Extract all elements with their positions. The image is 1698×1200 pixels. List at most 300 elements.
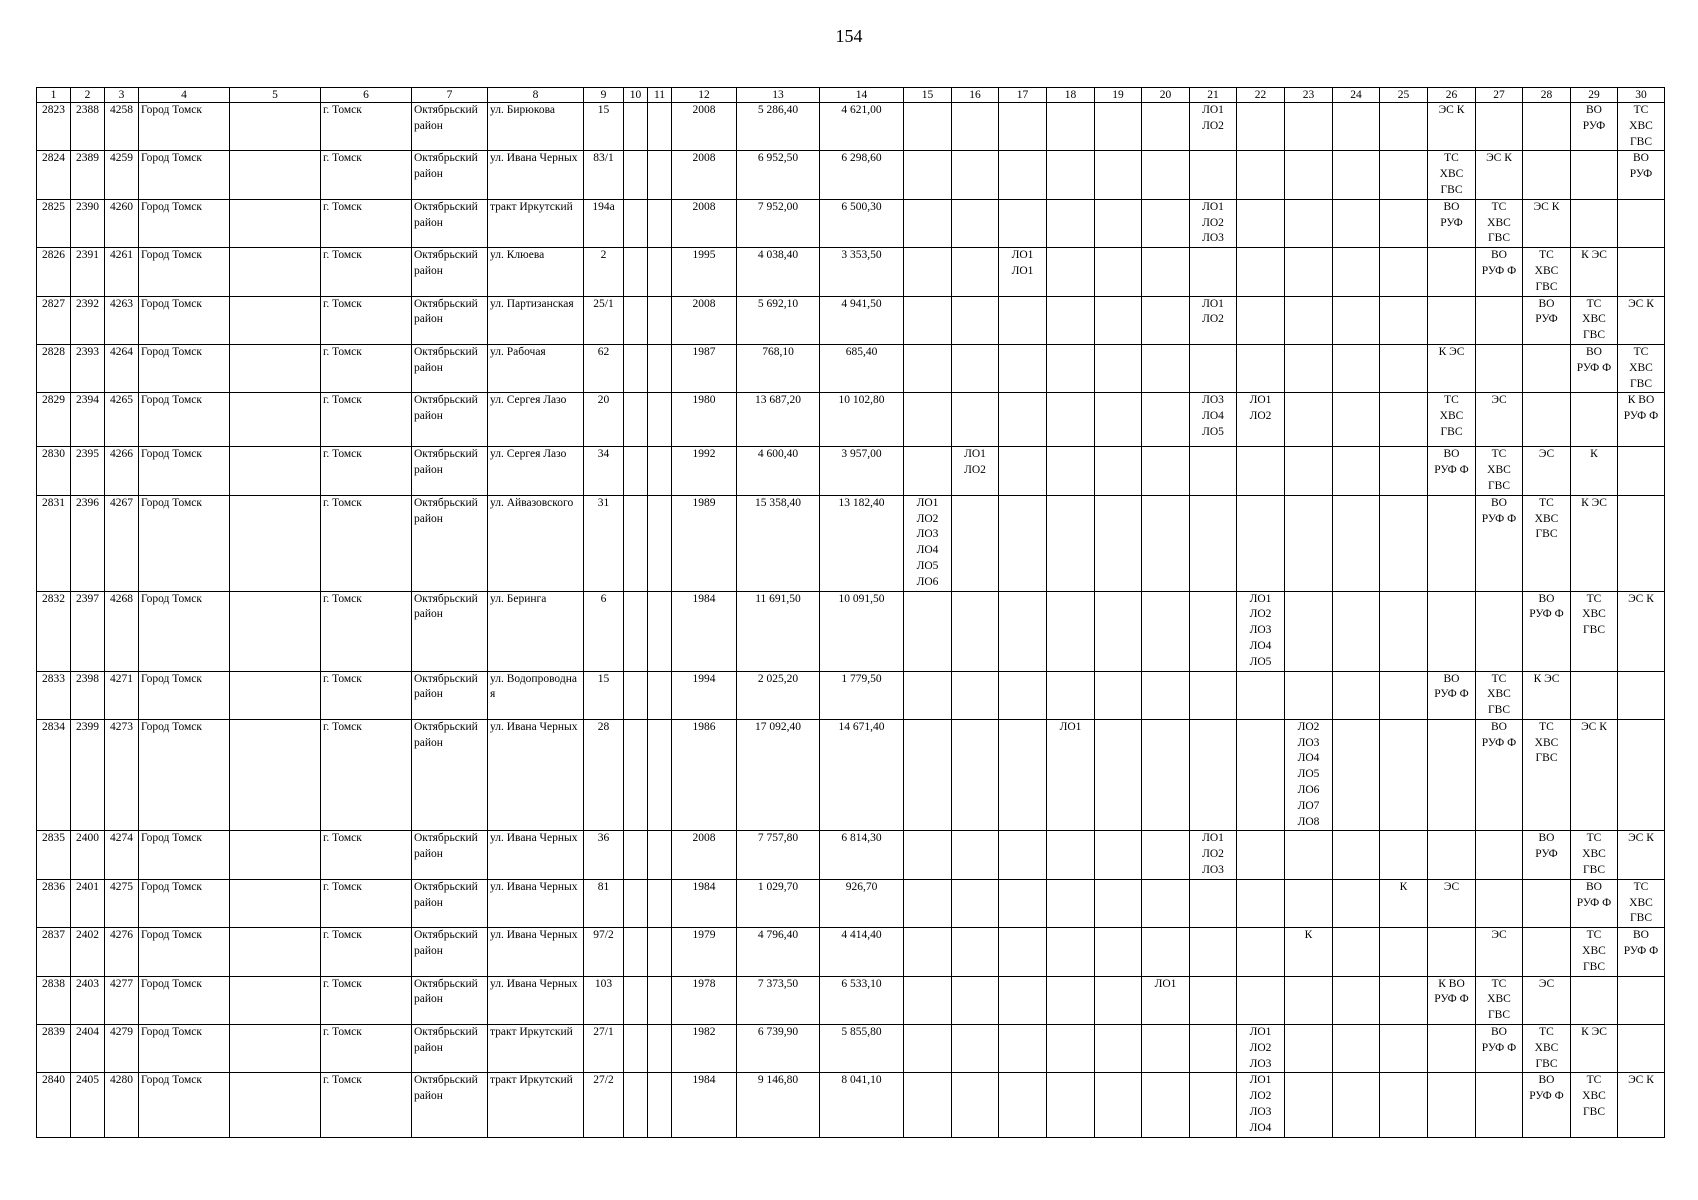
table-cell-col-15 bbox=[904, 344, 952, 392]
table-cell-col-19 bbox=[1095, 928, 1142, 976]
table-row bbox=[37, 831, 1665, 879]
table-cell-col-21 bbox=[1190, 976, 1237, 1024]
table-cell-col-29 bbox=[1571, 199, 1618, 247]
column-header-12: 12 bbox=[672, 88, 737, 103]
table-cell-col-14: 685,40 bbox=[820, 344, 904, 392]
table-cell-col-21 bbox=[1190, 447, 1237, 495]
column-header-1: 1 bbox=[37, 88, 71, 103]
table-cell-col-7: Октябрьский район bbox=[412, 344, 488, 392]
table-cell-col-23 bbox=[1285, 296, 1333, 344]
table-cell-col-13: 5 692,10 bbox=[737, 296, 820, 344]
table-cell-col-10 bbox=[624, 976, 648, 1024]
table-cell-col-12: 2008 bbox=[672, 831, 737, 879]
table-cell-col-18 bbox=[1047, 591, 1095, 671]
table-cell-col-21 bbox=[1190, 495, 1237, 591]
table-cell-col-23 bbox=[1285, 199, 1333, 247]
table-cell-col-28: ТС ХВС ГВС bbox=[1523, 719, 1571, 831]
table-cell-col-8: ул. Ивана Черных bbox=[488, 151, 584, 199]
table-cell-col-18 bbox=[1047, 831, 1095, 879]
table-cell-col-21: ЛО1 ЛО2 ЛО3 bbox=[1190, 831, 1237, 879]
table-cell-col-7: Октябрьский район bbox=[412, 928, 488, 976]
table-cell-col-5 bbox=[230, 199, 321, 247]
table-cell-col-6: г. Томск bbox=[321, 495, 412, 591]
table-cell-col-14: 3 957,00 bbox=[820, 447, 904, 495]
table-cell-col-27: ТС ХВС ГВС bbox=[1476, 199, 1523, 247]
table-cell-col-12: 1979 bbox=[672, 928, 737, 976]
table-cell-col-17 bbox=[999, 719, 1047, 831]
table-cell-col-25 bbox=[1380, 103, 1428, 151]
table-cell-col-25 bbox=[1380, 1073, 1428, 1137]
table-cell-col-6: г. Томск bbox=[321, 671, 412, 719]
table-cell-col-23 bbox=[1285, 591, 1333, 671]
table-cell-col-15 bbox=[904, 1073, 952, 1137]
table-cell-col-5 bbox=[230, 976, 321, 1024]
table-cell-col-13: 4 796,40 bbox=[737, 928, 820, 976]
table-cell-col-3: 4276 bbox=[105, 928, 139, 976]
column-header-6: 6 bbox=[321, 88, 412, 103]
table-cell-col-10 bbox=[624, 199, 648, 247]
table-row bbox=[37, 447, 1665, 495]
table-cell-col-2: 2398 bbox=[71, 671, 105, 719]
table-cell-col-12: 1989 bbox=[672, 495, 737, 591]
table-row bbox=[37, 344, 1665, 392]
table-cell-col-19 bbox=[1095, 831, 1142, 879]
table-cell-col-1: 2834 bbox=[37, 719, 71, 831]
table-cell-col-26 bbox=[1428, 719, 1476, 831]
column-header-16: 16 bbox=[952, 88, 999, 103]
table-cell-col-25: К bbox=[1380, 879, 1428, 927]
table-cell-col-14: 4 621,00 bbox=[820, 103, 904, 151]
table-cell-col-19 bbox=[1095, 976, 1142, 1024]
table-cell-col-28: ЭС bbox=[1523, 976, 1571, 1024]
table-cell-col-30: ЭС К bbox=[1618, 1073, 1665, 1137]
table-cell-col-24 bbox=[1333, 393, 1380, 447]
table-cell-col-24 bbox=[1333, 1025, 1380, 1073]
table-row bbox=[37, 248, 1665, 296]
table-cell-col-15 bbox=[904, 671, 952, 719]
table-cell-col-9: 34 bbox=[584, 447, 624, 495]
table-cell-col-28: ВО РУФ bbox=[1523, 296, 1571, 344]
table-cell-col-17 bbox=[999, 591, 1047, 671]
table-row bbox=[37, 199, 1665, 247]
table-cell-col-27 bbox=[1476, 1073, 1523, 1137]
table-cell-col-16 bbox=[952, 495, 999, 591]
table-cell-col-1: 2824 bbox=[37, 151, 71, 199]
table-cell-col-26: ТС ХВС ГВС bbox=[1428, 151, 1476, 199]
table-cell-col-18 bbox=[1047, 344, 1095, 392]
table-cell-col-14: 4 941,50 bbox=[820, 296, 904, 344]
table-cell-col-18 bbox=[1047, 296, 1095, 344]
table-cell-col-8: ул. Рабочая bbox=[488, 344, 584, 392]
table-row bbox=[37, 103, 1665, 151]
table-cell-col-16 bbox=[952, 1025, 999, 1073]
table-cell-col-11 bbox=[648, 719, 672, 831]
table-cell-col-24 bbox=[1333, 671, 1380, 719]
table-cell-col-11 bbox=[648, 393, 672, 447]
table-cell-col-16 bbox=[952, 248, 999, 296]
table-cell-col-6: г. Томск bbox=[321, 296, 412, 344]
table-cell-col-9: 25/1 bbox=[584, 296, 624, 344]
table-cell-col-28 bbox=[1523, 928, 1571, 976]
table-cell-col-15: ЛО1 ЛО2 ЛО3 ЛО4 ЛО5 ЛО6 bbox=[904, 495, 952, 591]
table-cell-col-2: 2400 bbox=[71, 831, 105, 879]
column-header-23: 23 bbox=[1285, 88, 1333, 103]
table-cell-col-22 bbox=[1237, 248, 1285, 296]
table-cell-col-13: 17 092,40 bbox=[737, 719, 820, 831]
table-cell-col-30 bbox=[1618, 248, 1665, 296]
column-header-3: 3 bbox=[105, 88, 139, 103]
table-cell-col-20 bbox=[1142, 103, 1190, 151]
table-cell-col-8: тракт Иркутский bbox=[488, 1073, 584, 1137]
table-cell-col-2: 2388 bbox=[71, 103, 105, 151]
table-cell-col-10 bbox=[624, 719, 648, 831]
table-cell-col-25 bbox=[1380, 976, 1428, 1024]
table-cell-col-10 bbox=[624, 879, 648, 927]
table-cell-col-1: 2838 bbox=[37, 976, 71, 1024]
table-cell-col-16 bbox=[952, 151, 999, 199]
table-cell-col-13: 6 952,50 bbox=[737, 151, 820, 199]
table-cell-col-3: 4259 bbox=[105, 151, 139, 199]
table-cell-col-24 bbox=[1333, 591, 1380, 671]
table-cell-col-28 bbox=[1523, 151, 1571, 199]
table-cell-col-12: 1994 bbox=[672, 671, 737, 719]
table-cell-col-21: ЛО1 ЛО2 bbox=[1190, 103, 1237, 151]
table-cell-col-27 bbox=[1476, 831, 1523, 879]
table-cell-col-1: 2840 bbox=[37, 1073, 71, 1137]
table-cell-col-10 bbox=[624, 393, 648, 447]
table-cell-col-1: 2832 bbox=[37, 591, 71, 671]
column-header-29: 29 bbox=[1571, 88, 1618, 103]
table-cell-col-3: 4263 bbox=[105, 296, 139, 344]
table-cell-col-9: 2 bbox=[584, 248, 624, 296]
table-cell-col-15 bbox=[904, 393, 952, 447]
table-cell-col-30 bbox=[1618, 719, 1665, 831]
table-cell-col-5 bbox=[230, 719, 321, 831]
table-cell-col-21 bbox=[1190, 719, 1237, 831]
table-cell-col-14: 14 671,40 bbox=[820, 719, 904, 831]
table-cell-col-30: ЭС К bbox=[1618, 591, 1665, 671]
table-cell-col-3: 4266 bbox=[105, 447, 139, 495]
table-cell-col-20 bbox=[1142, 296, 1190, 344]
table-cell-col-13: 6 739,90 bbox=[737, 1025, 820, 1073]
table-cell-col-3: 4279 bbox=[105, 1025, 139, 1073]
table-cell-col-30: ВО РУФ bbox=[1618, 151, 1665, 199]
table-cell-col-2: 2395 bbox=[71, 447, 105, 495]
table-cell-col-4: Город Томск bbox=[139, 447, 230, 495]
table-cell-col-21 bbox=[1190, 671, 1237, 719]
table-cell-col-20 bbox=[1142, 831, 1190, 879]
table-cell-col-13: 4 038,40 bbox=[737, 248, 820, 296]
table-cell-col-22 bbox=[1237, 447, 1285, 495]
table-cell-col-21 bbox=[1190, 344, 1237, 392]
table-cell-col-13: 7 373,50 bbox=[737, 976, 820, 1024]
table-cell-col-10 bbox=[624, 1025, 648, 1073]
table-cell-col-23 bbox=[1285, 879, 1333, 927]
table-cell-col-21 bbox=[1190, 151, 1237, 199]
table-cell-col-25 bbox=[1380, 248, 1428, 296]
table-cell-col-22 bbox=[1237, 879, 1285, 927]
table-cell-col-11 bbox=[648, 447, 672, 495]
table-cell-col-5 bbox=[230, 151, 321, 199]
table-cell-col-10 bbox=[624, 1073, 648, 1137]
table-cell-col-17 bbox=[999, 495, 1047, 591]
table-cell-col-14: 1 779,50 bbox=[820, 671, 904, 719]
table-cell-col-15 bbox=[904, 831, 952, 879]
table-cell-col-8: ул. Клюева bbox=[488, 248, 584, 296]
table-cell-col-8: ул. Бирюкова bbox=[488, 103, 584, 151]
table-row bbox=[37, 393, 1665, 447]
table-cell-col-11 bbox=[648, 1073, 672, 1137]
table-cell-col-15 bbox=[904, 199, 952, 247]
table-cell-col-5 bbox=[230, 248, 321, 296]
table-cell-col-19 bbox=[1095, 591, 1142, 671]
table-cell-col-3: 4264 bbox=[105, 344, 139, 392]
table-cell-col-30: ТС ХВС ГВС bbox=[1618, 103, 1665, 151]
table-cell-col-22 bbox=[1237, 928, 1285, 976]
table-cell-col-11 bbox=[648, 831, 672, 879]
table-cell-col-17 bbox=[999, 831, 1047, 879]
table-cell-col-7: Октябрьский район bbox=[412, 151, 488, 199]
table-cell-col-2: 2393 bbox=[71, 344, 105, 392]
table-cell-col-3: 4271 bbox=[105, 671, 139, 719]
table-cell-col-10 bbox=[624, 831, 648, 879]
table-cell-col-29: К ЭС bbox=[1571, 248, 1618, 296]
table-cell-col-21 bbox=[1190, 1073, 1237, 1137]
table-cell-col-2: 2399 bbox=[71, 719, 105, 831]
table-cell-col-29 bbox=[1571, 393, 1618, 447]
table-cell-col-15 bbox=[904, 976, 952, 1024]
table-cell-col-28 bbox=[1523, 879, 1571, 927]
table-cell-col-26 bbox=[1428, 831, 1476, 879]
table-cell-col-25 bbox=[1380, 1025, 1428, 1073]
table-cell-col-1: 2828 bbox=[37, 344, 71, 392]
table-cell-col-25 bbox=[1380, 928, 1428, 976]
table-cell-col-14: 4 414,40 bbox=[820, 928, 904, 976]
table-cell-col-29: ТС ХВС ГВС bbox=[1571, 1073, 1618, 1137]
table-cell-col-6: г. Томск bbox=[321, 591, 412, 671]
table-cell-col-10 bbox=[624, 248, 648, 296]
table-cell-col-12: 1995 bbox=[672, 248, 737, 296]
table-cell-col-15 bbox=[904, 103, 952, 151]
table-cell-col-23 bbox=[1285, 393, 1333, 447]
table-cell-col-20 bbox=[1142, 591, 1190, 671]
table-cell-col-9: 28 bbox=[584, 719, 624, 831]
table-cell-col-2: 2403 bbox=[71, 976, 105, 1024]
table-cell-col-4: Город Томск bbox=[139, 928, 230, 976]
table-cell-col-9: 27/1 bbox=[584, 1025, 624, 1073]
table-cell-col-29 bbox=[1571, 671, 1618, 719]
table-cell-col-29: К ЭС bbox=[1571, 495, 1618, 591]
table-cell-col-8: ул. Сергея Лазо bbox=[488, 447, 584, 495]
table-cell-col-9: 20 bbox=[584, 393, 624, 447]
column-header-15: 15 bbox=[904, 88, 952, 103]
table-cell-col-27: ЭС К bbox=[1476, 151, 1523, 199]
table-cell-col-2: 2389 bbox=[71, 151, 105, 199]
table-cell-col-10 bbox=[624, 344, 648, 392]
table-cell-col-14: 3 353,50 bbox=[820, 248, 904, 296]
table-cell-col-27: ВО РУФ Ф bbox=[1476, 248, 1523, 296]
table-cell-col-30 bbox=[1618, 447, 1665, 495]
column-header-14: 14 bbox=[820, 88, 904, 103]
table-cell-col-25 bbox=[1380, 591, 1428, 671]
table-cell-col-25 bbox=[1380, 393, 1428, 447]
table-cell-col-8: ул. Ивана Черных bbox=[488, 928, 584, 976]
table-cell-col-26 bbox=[1428, 248, 1476, 296]
table-cell-col-18 bbox=[1047, 393, 1095, 447]
table-cell-col-22 bbox=[1237, 831, 1285, 879]
table-cell-col-6: г. Томск bbox=[321, 199, 412, 247]
table-cell-col-27: ЭС bbox=[1476, 393, 1523, 447]
table-cell-col-21: ЛО3 ЛО4 ЛО5 bbox=[1190, 393, 1237, 447]
table-cell-col-22 bbox=[1237, 671, 1285, 719]
table-cell-col-5 bbox=[230, 344, 321, 392]
table-cell-col-28: ЭС К bbox=[1523, 199, 1571, 247]
column-header-18: 18 bbox=[1047, 88, 1095, 103]
table-cell-col-2: 2391 bbox=[71, 248, 105, 296]
table-cell-col-14: 6 533,10 bbox=[820, 976, 904, 1024]
table-cell-col-13: 7 952,00 bbox=[737, 199, 820, 247]
table-cell-col-2: 2394 bbox=[71, 393, 105, 447]
table-cell-col-28: К ЭС bbox=[1523, 671, 1571, 719]
table-cell-col-2: 2401 bbox=[71, 879, 105, 927]
table-cell-col-30 bbox=[1618, 199, 1665, 247]
table-cell-col-18 bbox=[1047, 879, 1095, 927]
table-cell-col-26 bbox=[1428, 928, 1476, 976]
table-cell-col-13: 4 600,40 bbox=[737, 447, 820, 495]
table-cell-col-24 bbox=[1333, 1073, 1380, 1137]
table-cell-col-22 bbox=[1237, 344, 1285, 392]
table-cell-col-2: 2397 bbox=[71, 591, 105, 671]
table-cell-col-26: ВО РУФ bbox=[1428, 199, 1476, 247]
table-cell-col-16 bbox=[952, 296, 999, 344]
table-cell-col-5 bbox=[230, 591, 321, 671]
table-cell-col-3: 4265 bbox=[105, 393, 139, 447]
table-cell-col-24 bbox=[1333, 447, 1380, 495]
table-cell-col-11 bbox=[648, 928, 672, 976]
table-cell-col-28: ЭС bbox=[1523, 447, 1571, 495]
table-cell-col-6: г. Томск bbox=[321, 1073, 412, 1137]
table-cell-col-11 bbox=[648, 671, 672, 719]
table-cell-col-13: 11 691,50 bbox=[737, 591, 820, 671]
table-cell-col-26 bbox=[1428, 1025, 1476, 1073]
table-cell-col-9: 103 bbox=[584, 976, 624, 1024]
table-cell-col-27: ТС ХВС ГВС bbox=[1476, 976, 1523, 1024]
table-cell-col-17: ЛО1 ЛО1 bbox=[999, 248, 1047, 296]
table-cell-col-7: Октябрьский район bbox=[412, 248, 488, 296]
table-cell-col-3: 4274 bbox=[105, 831, 139, 879]
table-cell-col-3: 4267 bbox=[105, 495, 139, 591]
table-cell-col-18 bbox=[1047, 1025, 1095, 1073]
table-cell-col-8: ул. Водопроводная bbox=[488, 671, 584, 719]
table-cell-col-25 bbox=[1380, 199, 1428, 247]
table-cell-col-7: Октябрьский район bbox=[412, 831, 488, 879]
table-cell-col-21: ЛО1 ЛО2 ЛО3 bbox=[1190, 199, 1237, 247]
table-cell-col-4: Город Томск bbox=[139, 151, 230, 199]
column-header-13: 13 bbox=[737, 88, 820, 103]
table-cell-col-24 bbox=[1333, 248, 1380, 296]
table-row bbox=[37, 976, 1665, 1024]
table-cell-col-23: ЛО2 ЛО3 ЛО4 ЛО5 ЛО6 ЛО7 ЛО8 bbox=[1285, 719, 1333, 831]
table-cell-col-7: Октябрьский район bbox=[412, 1073, 488, 1137]
table-cell-col-13: 2 025,20 bbox=[737, 671, 820, 719]
table-cell-col-15 bbox=[904, 1025, 952, 1073]
table-cell-col-27 bbox=[1476, 296, 1523, 344]
table-cell-col-23 bbox=[1285, 447, 1333, 495]
column-header-4: 4 bbox=[139, 88, 230, 103]
table-cell-col-16 bbox=[952, 831, 999, 879]
table-cell-col-5 bbox=[230, 447, 321, 495]
table-cell-col-24 bbox=[1333, 344, 1380, 392]
table-cell-col-3: 4258 bbox=[105, 103, 139, 151]
table-cell-col-4: Город Томск bbox=[139, 879, 230, 927]
table-cell-col-29 bbox=[1571, 151, 1618, 199]
table-cell-col-16 bbox=[952, 344, 999, 392]
table-cell-col-2: 2390 bbox=[71, 199, 105, 247]
table-cell-col-27: ТС ХВС ГВС bbox=[1476, 671, 1523, 719]
column-header-5: 5 bbox=[230, 88, 321, 103]
table-cell-col-29: ТС ХВС ГВС bbox=[1571, 296, 1618, 344]
table-cell-col-25 bbox=[1380, 495, 1428, 591]
table-cell-col-30: К ВО РУФ Ф bbox=[1618, 393, 1665, 447]
table-cell-col-24 bbox=[1333, 151, 1380, 199]
table-cell-col-24 bbox=[1333, 296, 1380, 344]
table-cell-col-7: Октябрьский район bbox=[412, 447, 488, 495]
table-cell-col-22 bbox=[1237, 103, 1285, 151]
table-cell-col-4: Город Томск bbox=[139, 591, 230, 671]
column-header-2: 2 bbox=[71, 88, 105, 103]
table-cell-col-1: 2823 bbox=[37, 103, 71, 151]
table-cell-col-4: Город Томск bbox=[139, 103, 230, 151]
table-cell-col-19 bbox=[1095, 296, 1142, 344]
table-cell-col-20 bbox=[1142, 344, 1190, 392]
table-cell-col-9: 62 bbox=[584, 344, 624, 392]
table-cell-col-11 bbox=[648, 879, 672, 927]
table-cell-col-16 bbox=[952, 928, 999, 976]
table-cell-col-4: Город Томск bbox=[139, 495, 230, 591]
table-cell-col-20 bbox=[1142, 1025, 1190, 1073]
table-cell-col-21 bbox=[1190, 879, 1237, 927]
table-cell-col-16 bbox=[952, 719, 999, 831]
table-cell-col-10 bbox=[624, 296, 648, 344]
table-cell-col-28: ВО РУФ Ф bbox=[1523, 1073, 1571, 1137]
table-cell-col-23 bbox=[1285, 1025, 1333, 1073]
table-cell-col-8: ул. Ивана Черных bbox=[488, 719, 584, 831]
table-cell-col-19 bbox=[1095, 1025, 1142, 1073]
table-cell-col-12: 2008 bbox=[672, 151, 737, 199]
table-cell-col-25 bbox=[1380, 296, 1428, 344]
table-cell-col-1: 2826 bbox=[37, 248, 71, 296]
table-cell-col-20 bbox=[1142, 495, 1190, 591]
table-cell-col-1: 2825 bbox=[37, 199, 71, 247]
table-cell-col-11 bbox=[648, 976, 672, 1024]
table-cell-col-4: Город Томск bbox=[139, 976, 230, 1024]
table-cell-col-20 bbox=[1142, 879, 1190, 927]
table-cell-col-20 bbox=[1142, 199, 1190, 247]
table-cell-col-28: ТС ХВС ГВС bbox=[1523, 495, 1571, 591]
table-cell-col-27: ЭС bbox=[1476, 928, 1523, 976]
table-cell-col-16: ЛО1 ЛО2 bbox=[952, 447, 999, 495]
table-cell-col-26: ВО РУФ Ф bbox=[1428, 671, 1476, 719]
table-cell-col-3: 4273 bbox=[105, 719, 139, 831]
column-header-24: 24 bbox=[1333, 88, 1380, 103]
table-cell-col-12: 1987 bbox=[672, 344, 737, 392]
table-cell-col-28: ТС ХВС ГВС bbox=[1523, 248, 1571, 296]
table-cell-col-22 bbox=[1237, 495, 1285, 591]
table-cell-col-21 bbox=[1190, 248, 1237, 296]
table-cell-col-19 bbox=[1095, 495, 1142, 591]
table-cell-col-21: ЛО1 ЛО2 bbox=[1190, 296, 1237, 344]
table-cell-col-11 bbox=[648, 199, 672, 247]
